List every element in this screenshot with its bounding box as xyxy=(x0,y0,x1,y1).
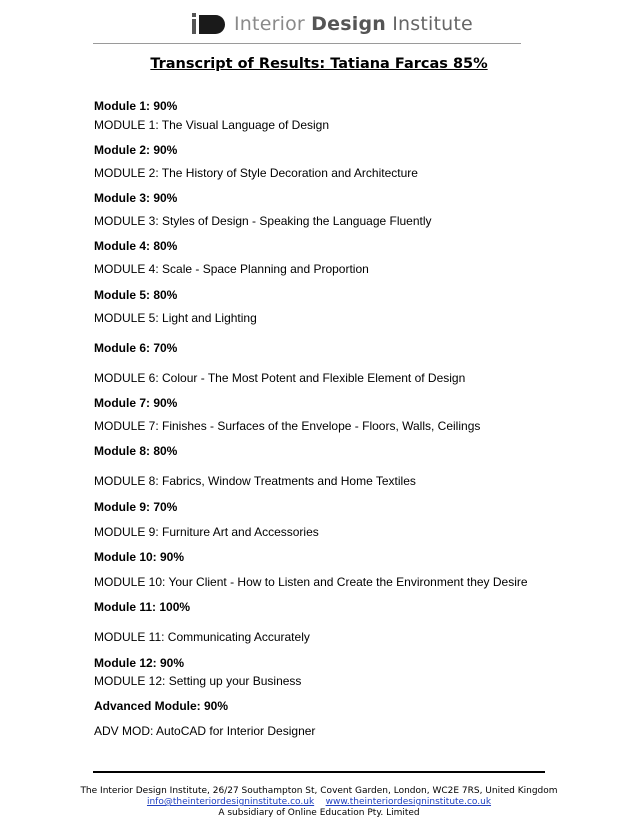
footer-website-link[interactable]: www.theinteriordesigninstitute.co.uk xyxy=(325,797,492,807)
module-8-heading: Module 8: 80% xyxy=(94,444,178,458)
advanced-module-name: ADV MOD: AutoCAD for Interior Designer xyxy=(94,724,316,738)
logo-word-institute: Institute xyxy=(392,13,473,35)
module-1-heading: Module 1: 90% xyxy=(94,99,178,113)
module-9-name: MODULE 9: Furniture Art and Accessories xyxy=(94,525,319,539)
logo-mark-icon xyxy=(192,12,228,36)
module-2-name: MODULE 2: The History of Style Decoration and Architecture xyxy=(94,166,418,180)
module-11-name: MODULE 11: Communicating Accurately xyxy=(94,630,310,644)
module-11-heading: Module 11: 100% xyxy=(94,600,191,614)
module-12-name: MODULE 12: Setting up your Business xyxy=(94,674,302,688)
module-10-name: MODULE 10: Your Client - How to Listen and Create the Environment they Desire xyxy=(94,575,528,589)
logo-word-design: Design xyxy=(311,13,386,35)
module-7-name: MODULE 7: Finishes - Surfaces of the Envelope - Floors, Walls, Ceilings xyxy=(94,419,481,433)
module-4-name: MODULE 4: Scale - Space Planning and Proportion xyxy=(94,262,369,276)
module-8-name: MODULE 8: Fabrics, Window Treatments and Home Textiles xyxy=(94,474,416,488)
logo-wordmark xyxy=(234,13,473,35)
footer-address: The Interior Design Institute, 26/27 Southampton St, Covent Garden, London, WC2E 7RS, United Kingdom xyxy=(80,786,558,796)
module-3-name: MODULE 3: Styles of Design - Speaking the Language Fluently xyxy=(94,214,432,228)
institute-logo xyxy=(192,11,473,37)
module-6-name: MODULE 6: Colour - The Most Potent and Flexible Element of Design xyxy=(94,371,466,385)
footer-email-link[interactable]: info@theinteriordesigninstitute.co.uk xyxy=(146,797,315,807)
module-9-heading: Module 9: 70% xyxy=(94,500,178,514)
module-12-heading: Module 12: 90% xyxy=(94,656,185,670)
module-6-heading: Module 6: 70% xyxy=(94,341,178,355)
footer-subsidiary: A subsidiary of Online Education Pty. Limited xyxy=(218,808,420,818)
module-4-heading: Module 4: 80% xyxy=(94,239,178,253)
page-title: Transcript of Results: Tatiana Farcas 85% xyxy=(150,56,488,72)
module-1-name: MODULE 1: The Visual Language of Design xyxy=(94,118,330,132)
footer-links xyxy=(0,797,638,807)
logo-word-interior: Interior xyxy=(234,13,305,35)
module-3-heading: Module 3: 90% xyxy=(94,191,178,205)
header-divider xyxy=(93,43,521,44)
footer-divider xyxy=(93,771,545,773)
module-2-heading: Module 2: 90% xyxy=(94,143,178,157)
module-5-heading: Module 5: 80% xyxy=(94,288,178,302)
module-7-heading: Module 7: 90% xyxy=(94,396,178,410)
module-10-heading: Module 10: 90% xyxy=(94,550,185,564)
module-5-name: MODULE 5: Light and Lighting xyxy=(94,311,257,325)
advanced-module-heading: Advanced Module: 90% xyxy=(94,699,229,713)
